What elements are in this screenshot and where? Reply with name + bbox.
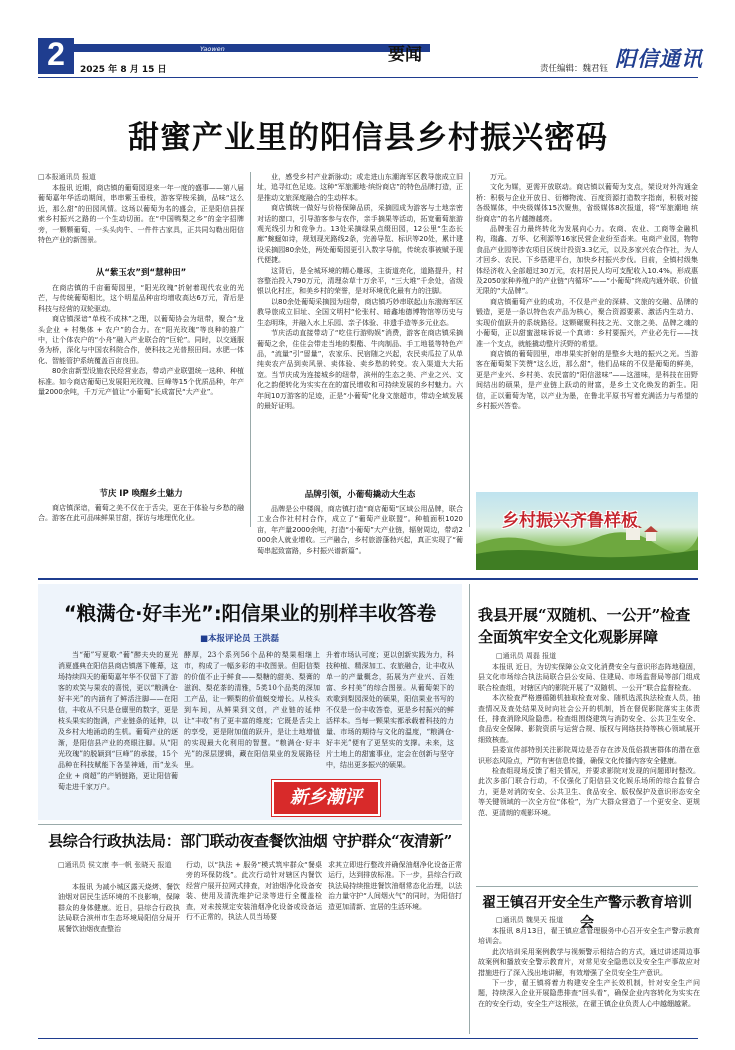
paragraph: 商店镇深谙“单枝不成林”之理，以葡萄协会为纽带，聚合“龙头企业 + 村集体 + 农户”的合力。在“阳光玫瑰”等良种的推广中，让个体农户的“小舟”融入产业联合的“巨轮”。同时，以交通服务为桥，深化与中国农科院合作，使科技之光普照田间。水肥一体化、智能管护系统覆盖百亩良田。 bbox=[38, 315, 244, 365]
paragraph: 本报讯 近日，为切实保障公众文化消费安全与意识形态阵地稳固，县文化市场综合执法局联合县公安局、住建局、市场监督局等部门组成联合检查组，对辖区内的影院开展了“双随机、一公开”联合监督检查。 bbox=[478, 663, 700, 692]
paragraph: 在商店镇的千亩葡萄园里，“阳光玫瑰”折射着现代农业的光芒，与传统葡萄相比，这个明星品种亩均增收高达6万元，背后是科技与经营的双轮驱动。 bbox=[38, 284, 244, 313]
section-separator bbox=[38, 578, 698, 580]
commentary-badge bbox=[272, 780, 380, 816]
paragraph: 本报讯 近期，商店镇的葡萄园迎来一年一度的盛事——第八届葡萄嘉年华活动期间，串串紫玉垂枝，游客穿梭采摘，品味“这么近，那么甜”的田园风情。这场以葡萄为名的盛会，正是阳信县探索乡村振兴之路的一个生动切面。在“中国鸭梨之乡”的金字招牌旁，一颗颗葡萄、一头头肉牛、一件件古家具，正共同勾勒出阳信特色产业的新图景。 bbox=[38, 184, 244, 245]
paragraph: 万元。 bbox=[490, 173, 511, 181]
top-headline: 甜蜜产业里的阳信县乡村振兴密码 bbox=[128, 120, 608, 156]
masthead-logo: 阳信通讯 bbox=[615, 46, 703, 71]
right-article2-byline: □通讯员 魏昊天 报道 bbox=[496, 916, 564, 924]
column-divider bbox=[250, 172, 251, 527]
paragraph: 业，感受乡村产业新脉动；或走进山东潮海军区教导旅成立旧址，追寻红色足迹。这种“军旅潮地·缤纷商店”的特色品牌打造，正是推动文旅深度融合的生动样本。 bbox=[257, 173, 463, 202]
header-tab: Yaowen bbox=[200, 45, 225, 53]
paragraph: 商店镇的葡萄园里，串串果实折射的是整乡大地的振兴之光。当游客在葡萄架下笑赞“这么近，那么甜”，他们品味的不仅是葡萄的鲜美，更是产业兴、乡村美、农民富的“阳信滋味”——这滋味，是科技在田野间结出的硕果，是产业链上跃动的财富，是乡土文化焕发的新生。阳信，正以葡萄为笔，以产业为墨，在鲁北平原书写着充满活力与希望的乡村振兴答卷。 bbox=[476, 349, 698, 410]
paragraph: 80余亩新型设施农民经营业态，带动产业联盟统一选种、种植标准。如今商店葡萄已发展阳光玫瑰、巨峰等15个优质品种，年产量2000余吨，千万元产值让“小葡萄”长成富民“大产业”。 bbox=[38, 367, 244, 397]
paragraph: 品牌张召力最终转化为发展向心力。农商、农业、工商等金融机构，瑞鑫、万华、亿利源等16家民营企业纷至沓来。电商产业园，物物食品产业园等涉农项目区统计投资3.3亿元，以及多家兴农合作社，为人才回乡、农民、下乡搭建平台，加快乡村振兴步伐。目前，全镇村级集体经济收入全部超过30万元，农村居民人均可支配收入10.4%。形成惠及2050家种养殖户的产业链“内循环”——“小葡萄”终成内通外联、价值无限的“大品牌”。 bbox=[476, 225, 698, 296]
right-article2-headline: 翟王镇召开安全生产警示教育培训会 bbox=[482, 895, 692, 931]
commentary-col2: 酵厚，23个系列56个品种的梨果相继上市，构成了一幅多彩的丰收图景。但阳信梨的价值不止于鲜食——梨糖的甜美、梨膏的滋润、梨花茶的清雅，5类10个品类的深加工产品，让一颗梨的价值蜕变增长。从枝头到车间，从鲜果到文创，产业链的延伸让“丰收”有了更丰富的维度；它既是舌尖上的享受，更是附加值的跃升，是让土地增值的实现最大化利用的智慧。“粮满仓·好丰光”的深层逻辑，藏在阳信果业的发展路径里。 bbox=[184, 651, 320, 769]
top-col2 bbox=[257, 172, 463, 486]
paragraph: 此次培训采用案例教学与视频警示相结合的方式，通过讲述周边事故案例和播放安全警示教育片，对常见安全隐患以及安全生产事故应对措施进行了深入浅出地讲解，有效增强了全员安全生产意识。 bbox=[478, 947, 700, 977]
paragraph: 县委宣传部特别关注影院周边是否存在涉及低俗损害群体的潜在意识形态风险点，严防有害信息传播，确保文化传播内容安全健康。 bbox=[478, 746, 700, 765]
top-subhead-1: 从“紫玉农”到“慧种田” bbox=[95, 268, 187, 278]
commentary-col3: 升着市场认可度；更以创新实践为力，科技种植、精深加工、农旅融合，让丰收从单一的产量概念，拓展为产业兴、百姓富、乡村美”的综合图景。从葡萄架下的欢歌到梨园深处的硕果，阳信果业书写的不仅是一份丰收答卷，更是乡村振兴的鲜活样本。当每一颗果实都承载着科技的力量、市场的期待与文化的温度，“粮满仓·好丰光”便有了更坚实的支撑。未来，这片土地上的甜蜜事业，定会在创新与坚守中，结出更多振兴的硕果。 bbox=[326, 651, 454, 769]
paragraph: 本报讯 8月13日，翟王镇应急管理服务中心召开安全生产警示教育培训会。 bbox=[478, 927, 700, 946]
top-col1b bbox=[38, 283, 244, 583]
banner-landscape bbox=[476, 492, 698, 570]
right-article2-body bbox=[478, 926, 700, 1034]
commentary-headline: “粮满仓·好丰光”:阳信果业的别样丰收答卷 bbox=[63, 602, 437, 625]
paragraph: 以80余处葡萄采摘园为纽带，商店镇巧妙串联起山东渤海军区教导旅成立旧址、全国文明村“伦张村、暗鑫地德博物馆等历史与生态明珠，并融入水上乐园、亲子体验、非遗手造等多元业态。 bbox=[257, 297, 463, 327]
bottom-col1: 本报讯 为减小城区露天烧烤、餐饮油烟对居民生活环境的不良影响，保障群众的身体健康。近日，县综合行政执法局联合滨州市生态环境局阳信分局开展餐饮油烟夜查整治 bbox=[58, 883, 180, 933]
top-col2b bbox=[257, 504, 463, 555]
paragraph: 商店镇统一做好与价格保障品质，采摘园成为游客与土地亲密对话的窗口，引导游客参与农作，亲手摘果等活动，拓宽葡萄旅游观光线引力和竞争力。13处采摘绿果点缀田园，12公里“生态长廊”蜿蜒如诗，规划现光路线2条，完善导览、标识等20处，累计建设采摘园80余处，两处葡萄园更引入数字导航，传统农事被赋予现代便捷。 bbox=[257, 204, 463, 265]
right-article1-body bbox=[478, 662, 700, 882]
bottom-headline: 县综合行政执法局：部门联动夜查餐饮油烟 守护群众“夜清新” bbox=[48, 832, 452, 850]
right-article1-byline: □通讯员 周磊 报道 bbox=[496, 652, 557, 660]
paragraph: 下一步，翟王镇将着力构建安全生产长效机制，针对安全生产问题，持续深入企业开展隐患排查“回头看”，确保企业内容转化为实实在在的安全行动，安全生产这根弦，在翟王镇企业负责人心中越绷越紧。 bbox=[478, 979, 700, 1008]
rural-revival-banner bbox=[476, 492, 698, 570]
top-subhead-3: 品牌引领，小葡萄撬动大生态 bbox=[257, 488, 463, 500]
article-divider bbox=[476, 886, 698, 887]
top-col1 bbox=[38, 183, 244, 263]
column-divider bbox=[469, 584, 470, 1034]
right-article1-headline: 我县开展“双随机、一公开”检查全面筑牢安全文化观影屏障 bbox=[478, 606, 691, 646]
bottom-col2: 行动，以“执法 + 服务”模式筑牢群众“餐桌旁的环保防线”。此次行动针对辖区内餐饮经营户展开拉网式排查，对油烟净化设备安装、使用及清洗维护记录等进行全覆盖检查，对未按规定安装油烟净化设备或设备运行不正常的，执法人员当场要 bbox=[186, 861, 322, 922]
section-title: 要闻 bbox=[388, 45, 422, 65]
paragraph: 文化为媒，更需开放联动。商店镇以葡萄为支点，架设对外沟通金桥：积极与企业开放日、衍樽物流、百度资源打造数字指南，积极对接各级媒体，中央级媒体15次聚焦，省级媒体8次报道，将“军旅潮地 缤纷商店”的名片越擦越亮。 bbox=[476, 183, 698, 223]
page-number: 2 bbox=[47, 36, 65, 72]
paragraph: 节庆活动直接带动了“吃住行游购娱”消费，游客在商店镇采摘葡萄之余，住住会带走当地的梨酯、牛肉制品、手工地毯等特色产品，“流量”引“留量”，农家乐、民宿随之兴起，农民卖瓜拉了从单纯卖农产品到卖风景、卖体验、卖乡愁的转变。农入渠道大大拓宽。当节庆成为连接城乡的纽带，滨州的生态之美、产业之兴、文化之韵便转化为实实在在的富民增收和可持续发展的乡村魅力。六年间10万游客的足迹，正是“小葡萄”化身文旅超市，带动全域发展的最好证明。 bbox=[257, 329, 463, 410]
paragraph: 品牌是公中楼阁，商店镇打造“商店葡萄”区域公用品牌，联合工业合作社村村合作，成立了“葡萄产业联盟”。种植面积1020亩，年产量2000余吨，打造“小葡萄”大产业链，辐射周边，带动2000余人就业增收。三产融合，乡村旅游蓬勃兴起，真正实现了“葡萄串起致富路，乡村振兴谱新篇”。 bbox=[257, 505, 463, 555]
article-divider bbox=[38, 824, 462, 825]
banner-title: 乡村振兴齐鲁样板 bbox=[502, 511, 638, 531]
paragraph: 检查组现场反馈了相关情况，并要求影院对发现的问题即时整改。此次多部门联合行动，不仅强化了阳信县文化娱乐场所的综合监督合力，更是对消防安全、公共卫生、食品安全、版权保护及意识形态安全等关键领域的一次全方位“体检”，为广大群众营造了一个更安全、更规范、更清朗的观影环境。 bbox=[478, 767, 700, 817]
top-col3 bbox=[476, 172, 698, 487]
commentary-badge-text: 新乡潮评 bbox=[290, 787, 362, 808]
editor-credit: 责任编辑：魏君钰 bbox=[540, 64, 609, 74]
bottom-byline: □通讯员 侯文康 李一帆 张晓天 报道 bbox=[58, 861, 172, 869]
top-col1c bbox=[38, 503, 244, 525]
commentary-col1: 当“葡”写夏歌·“葡”醉夫央的夏光消夏盛典在阳信县商店镇落下帷幕，这场持续四天的葡萄嘉年华不仅留下了游客的欢笑与果农的喜悦，更以“粮满仓·好丰光”的内涵有了鲜活注脚——在阳信，丰收从不只是仓廪里的数字，更是枝头果实的饱满，产业链条的延伸，以及乡村大地涌动的生机。葡萄产业的逐渐，是阳信县产业的亮眼注脚。从“阳光玫瑰”的脱颖到“巨峰”的承接，15个品种在科技赋能下各显神通，而“龙头企业 + 商超”的产销链路，更让阳信葡萄走进千家万户。 bbox=[58, 651, 178, 791]
paragraph: 这背后，是全城环境的精心雕琢，主街道亮化，道路提升，村容整治投入790万元，清理杂草十万余平，“三大堆”千余处，省级银以化村庄，和美乡村的荣誉，是对环境优化最有力的注脚。 bbox=[257, 266, 463, 296]
top-subhead-2: 节庆 IP 唤醒乡土魅力 bbox=[38, 487, 244, 499]
header-top-bar bbox=[74, 44, 430, 52]
top-byline: □本报通讯员 报道 bbox=[38, 173, 96, 181]
paragraph: 商店镇深谙，葡萄之美不仅在于舌尖，更在于体验与乡愁的融合。游客在此可品味鲜果甘甜，探访与地理优化业。 bbox=[38, 504, 244, 523]
paragraph: 商店镇葡萄产业的成功，不仅是产业的深耕、文旅的交融、品牌的锻造，更是一条以特色农产品为核心，聚合资源要素、激活内生动力、实现价值跃升的系统路径。这颗碾聚科技之光、文旅之美、品牌之魂的小葡萄，正以甜蜜滋味诉说一个真谛：乡村要振兴，产业必先行——找准一个支点，就能撬动整片沃野的希望。 bbox=[476, 297, 698, 348]
commentary-byline: ■本报评论员 王洪磊 bbox=[200, 634, 279, 644]
paragraph: 本次检查严格遵循随机抽取检查对象、随机选派执法检查人员，抽查情况及查处结果及时向社会公开的机制，旨在督促影院落实主体责任，排查消除风险隐患。检查组围绕建筑与消防安全、公共卫生安全、食品安全保障、影院资质与运营合规、版权与网络扶持等核心领域展开细致核查。 bbox=[478, 694, 700, 744]
header-rule bbox=[38, 77, 698, 78]
page-bottom-rule bbox=[38, 1038, 698, 1039]
column-divider bbox=[469, 172, 470, 527]
bottom-col3: 求其立即进行整改并确保油烟净化设备正常运行，达到排放标准。下一步，县综合行政执法局持续推进餐饮油烟常态化治理，以法治力量守护“人间烟火气”的同时，为阳信打造更加清新、宜居的生活环境。 bbox=[328, 861, 462, 911]
header-date: 2025 年 8 月 15 日 bbox=[80, 65, 167, 75]
